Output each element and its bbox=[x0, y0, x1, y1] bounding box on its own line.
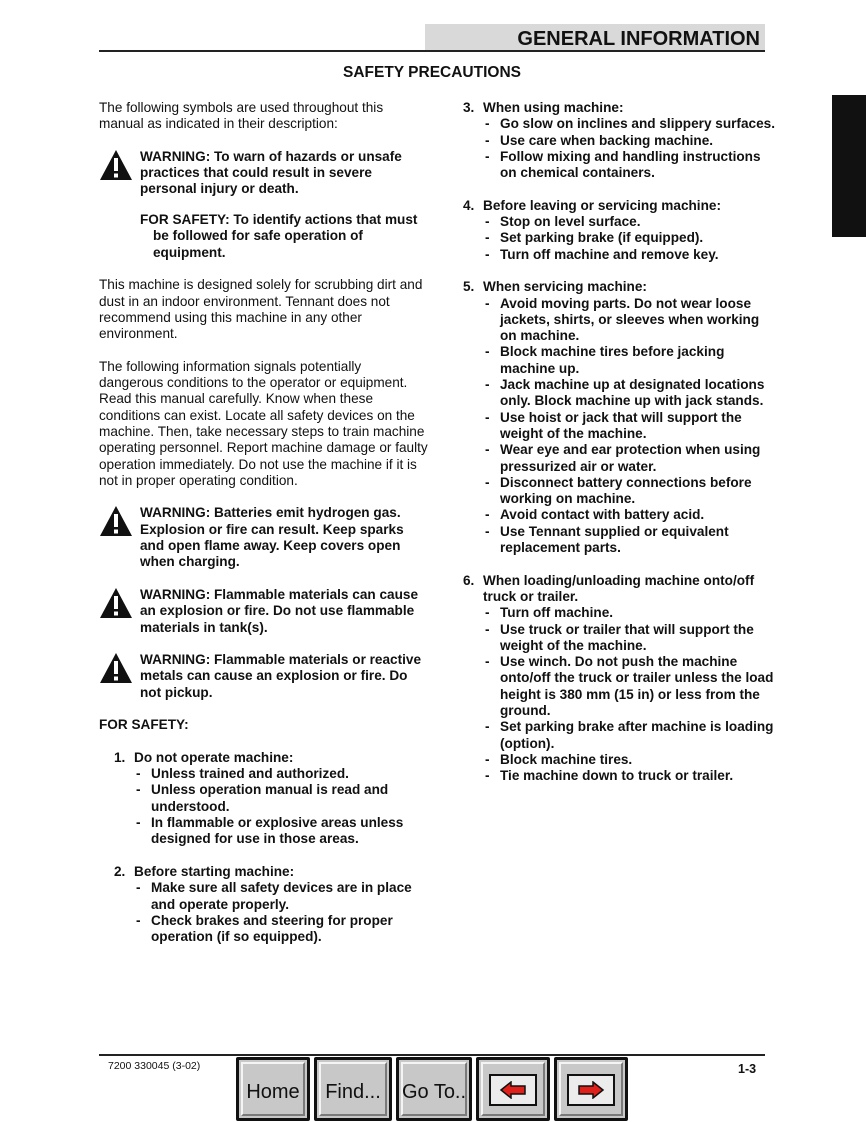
safety-list-1 bbox=[99, 750, 429, 848]
list-item-text: In flammable or explosive areas unless designed for use in those areas. bbox=[151, 815, 404, 847]
list-item-text: Check brakes and steering for proper operation (if so equipped). bbox=[151, 912, 393, 945]
warning-definition bbox=[99, 149, 429, 198]
list-item-text: Use Tennant supplied or equivalent replacement parts. bbox=[500, 523, 729, 556]
right-column bbox=[463, 100, 778, 801]
list-item: - Use hoist or jack that will support the weight of the machine. bbox=[463, 410, 778, 443]
home-button[interactable] bbox=[236, 1057, 310, 1121]
page-number: 1-3 bbox=[738, 1062, 757, 1076]
list-item-text: Tie machine down to truck or trailer. bbox=[500, 768, 734, 784]
list-item: - Unless operation manual is read and understood. bbox=[114, 782, 429, 815]
list-item-text: Avoid moving parts. Do not wear loose jackets, shirts, or sleeves when working on machine. bbox=[500, 295, 760, 344]
page-title: SAFETY PRECAUTIONS bbox=[343, 64, 521, 81]
home-button-label: Home bbox=[246, 1080, 300, 1103]
safety-list-6 bbox=[463, 573, 778, 785]
left-arrow-icon bbox=[489, 1074, 537, 1106]
find-button[interactable] bbox=[314, 1057, 392, 1121]
list-number: 2. bbox=[114, 863, 126, 879]
warning-icon bbox=[99, 505, 140, 570]
safety-list-3 bbox=[463, 100, 778, 181]
list-title: Do not operate machine: bbox=[134, 749, 294, 765]
forsafety-definition bbox=[140, 212, 429, 261]
list-title: When using machine: bbox=[483, 100, 624, 115]
list-item: - Use winch. Do not push the machine onto/off the truck or trailer unless the load height is 380 mm (15 in) or less from the ground. bbox=[463, 654, 778, 719]
warning-batteries bbox=[99, 505, 429, 570]
list-title: Before starting machine: bbox=[134, 863, 295, 879]
list-item: - Set parking brake (if equipped). bbox=[485, 230, 704, 246]
design-paragraph: This machine is designed solely for scrubbing dirt and dust in an indoor environment. Tennant does not recommend using this machine in any other environment. bbox=[99, 277, 423, 342]
list-item-text: Set parking brake after machine is loading (option). bbox=[500, 719, 774, 751]
list-item: - Stop on level surface. bbox=[485, 214, 641, 230]
document-number: 7200 330045 (3-02) bbox=[108, 1060, 201, 1072]
list-item-text: Turn off machine and remove key. bbox=[500, 246, 719, 262]
next-page-button[interactable] bbox=[554, 1057, 628, 1121]
signals-paragraph: The following information signals potentially dangerous conditions to the operator or equipment. Read this manual carefully. Know when these conditions can exist. Locate all safety devices on the machine. Then, take necessary steps to train machine operating personnel. Report machine damage or faulty operation immediately. Do not use the machine if it is not in proper operating condition. bbox=[99, 358, 428, 488]
list-item-text: Turn off machine. bbox=[500, 605, 614, 621]
list-item: - Turn off machine. bbox=[485, 605, 614, 621]
list-item: - Follow mixing and handling instructions on chemical containers. bbox=[463, 149, 778, 182]
list-title: When servicing machine: bbox=[483, 279, 647, 295]
list-item-text: Use truck or trailer that will support the weight of the machine. bbox=[500, 621, 754, 653]
right-arrow-icon bbox=[567, 1074, 615, 1106]
list-item-text: Block machine tires before jacking machine up. bbox=[500, 344, 725, 376]
intro-paragraph: The following symbols are used throughout this manual as indicated in their description: bbox=[99, 100, 384, 132]
warning-text: WARNING: Flammable materials or reactive metals can cause an explosion or fire. Do not pickup. bbox=[140, 652, 422, 700]
list-item: - Use care when backing machine. bbox=[485, 132, 714, 148]
warning-text: WARNING: Flammable materials can cause an explosion or fire. Do not use flammable materials in tank(s). bbox=[140, 586, 419, 635]
header-rule bbox=[99, 50, 765, 52]
list-number: 4. bbox=[463, 197, 475, 213]
safety-list-4 bbox=[463, 198, 778, 263]
find-button-label: Find... bbox=[325, 1080, 381, 1103]
list-item: - Block machine tires. bbox=[485, 751, 633, 767]
list-number: 1. bbox=[114, 749, 126, 765]
list-number: 6. bbox=[463, 572, 475, 588]
forsafety-label: FOR SAFETY: bbox=[99, 717, 189, 733]
safety-list-5 bbox=[463, 279, 778, 556]
list-item: - In flammable or explosive areas unless designed for use in those areas. bbox=[114, 815, 429, 848]
warning-flammable bbox=[99, 587, 429, 636]
list-item-text: Stop on level surface. bbox=[500, 214, 641, 230]
list-item: - Check brakes and steering for proper operation (if so equipped). bbox=[114, 913, 429, 946]
warning-icon bbox=[99, 587, 140, 636]
list-item: - Avoid moving parts. Do not wear loose jackets, shirts, or sleeves when working on machine. bbox=[463, 296, 778, 345]
list-item-text: Set parking brake (if equipped). bbox=[500, 230, 704, 246]
list-item: - Go slow on inclines and slippery surfaces. bbox=[485, 116, 775, 132]
list-number: 3. bbox=[463, 100, 475, 115]
list-item-text: Block machine tires. bbox=[500, 751, 633, 767]
previous-page-button[interactable] bbox=[476, 1057, 550, 1121]
list-item-text: Use care when backing machine. bbox=[500, 132, 714, 148]
safety-list-2 bbox=[99, 864, 429, 945]
section-header: GENERAL INFORMATION bbox=[425, 24, 765, 50]
list-item: - Make sure all safety devices are in place and operate properly. bbox=[114, 880, 429, 913]
list-item: - Wear eye and ear protection when using pressurized air or water. bbox=[463, 442, 778, 475]
list-item: - Use Tennant supplied or equivalent replacement parts. bbox=[463, 524, 778, 557]
list-title: When loading/unloading machine onto/off truck or trailer. bbox=[483, 572, 755, 604]
list-item: - Jack machine up at designated locations only. Block machine up with jack stands. bbox=[463, 377, 778, 410]
warning-definition-text: WARNING: To warn of hazards or unsafe practices that could result in severe personal injury or death. bbox=[140, 148, 402, 197]
list-item: - Use truck or trailer that will support the weight of the machine. bbox=[463, 622, 778, 655]
warning-text: WARNING: Batteries emit hydrogen gas. Explosion or fire can result. Keep sparks and open flame away. Keep covers open when charging. bbox=[140, 505, 404, 570]
list-item: - Turn off machine and remove key. bbox=[485, 246, 719, 262]
list-number: 5. bbox=[463, 279, 475, 295]
list-item-text: Go slow on inclines and slippery surfaces. bbox=[500, 116, 775, 132]
list-item-text: Jack machine up at designated locations only. Block machine up with jack stands. bbox=[500, 377, 765, 409]
list-item: - Unless trained and authorized. bbox=[136, 766, 349, 782]
chapter-tab bbox=[832, 95, 866, 237]
list-item-text: Unless operation manual is read and understood. bbox=[151, 782, 389, 814]
goto-button-label: Go To.. bbox=[401, 1080, 467, 1103]
footer-rule bbox=[99, 1054, 765, 1056]
warning-icon bbox=[99, 652, 140, 701]
warning-reactive-metals bbox=[99, 652, 429, 701]
warning-icon bbox=[99, 149, 140, 198]
list-item: - Set parking brake after machine is loading (option). bbox=[463, 719, 778, 752]
list-item-text: Follow mixing and handling instructions on chemical containers. bbox=[500, 148, 761, 181]
goto-button[interactable] bbox=[396, 1057, 472, 1121]
list-item-text: Wear eye and ear protection when using pressurized air or water. bbox=[500, 442, 761, 474]
forsafety-definition-text: FOR SAFETY: To identify actions that must be followed for safe operation of equipment. bbox=[140, 212, 418, 260]
list-item-text: Avoid contact with battery acid. bbox=[500, 507, 705, 523]
list-item-text: Disconnect battery connections before working on machine. bbox=[500, 474, 752, 507]
list-item-text: Use hoist or jack that will support the weight of the machine. bbox=[500, 409, 742, 441]
list-title: Before leaving or servicing machine: bbox=[483, 197, 721, 213]
list-item-text: Make sure all safety devices are in place and operate properly. bbox=[151, 880, 412, 912]
list-item: - Tie machine down to truck or trailer. bbox=[485, 768, 734, 784]
list-item: - Disconnect battery connections before working on machine. bbox=[463, 475, 778, 508]
list-item: - Avoid contact with battery acid. bbox=[485, 507, 705, 523]
left-column bbox=[99, 100, 429, 962]
list-item-text: Unless trained and authorized. bbox=[151, 766, 349, 782]
list-item: - Block machine tires before jacking machine up. bbox=[463, 344, 778, 377]
list-item-text: Use winch. Do not push the machine onto/off the truck or trailer unless the load height is 380 mm (15 in) or less from the ground. bbox=[500, 654, 774, 718]
